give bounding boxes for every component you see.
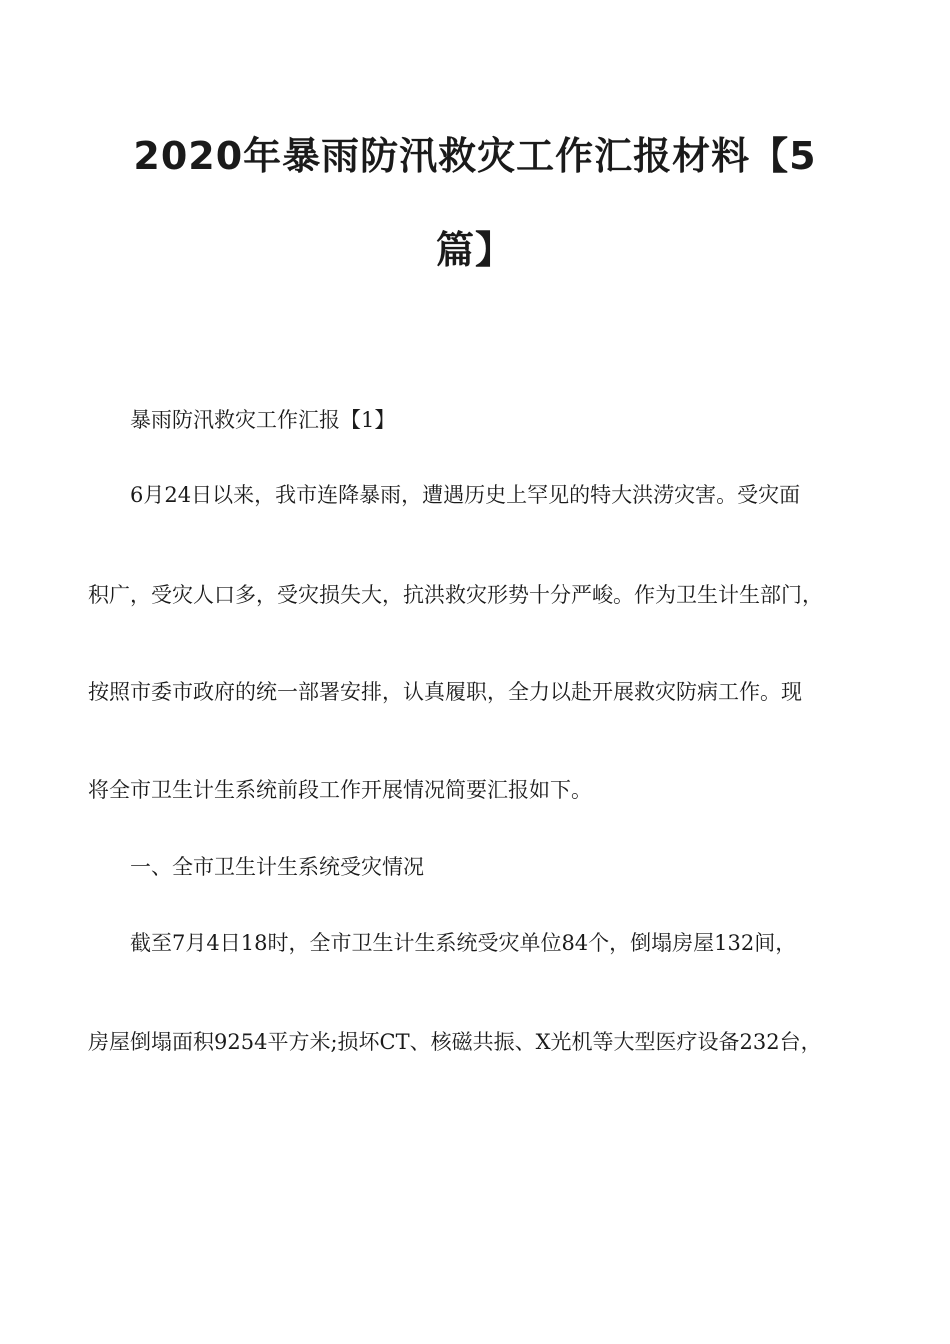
document-title-line-1: 2020年暴雨防汛救灾工作汇报材料【5: [133, 134, 817, 178]
subheading-1: 一、全市卫生计生系统受灾情况: [130, 855, 424, 879]
document-title-line-2: 篇】: [435, 228, 514, 272]
paragraph-2-line-1: 截至7月4日18时，全市卫生计生系统受灾单位84个，倒塌房屋132间，: [130, 931, 797, 955]
paragraph-1-line-3: 按照市委市政府的统一部署安排，认真履职，全力以赴开展救灾防病工作。现: [88, 680, 802, 704]
paragraph-1-line-2: 积广，受灾人口多，受灾损失大，抗洪救灾形势十分严峻。作为卫生计生部门，: [88, 583, 823, 607]
paragraph-1-line-1: 6月24日以来，我市连降暴雨，遭遇历史上罕见的特大洪涝灾害。受灾面: [130, 483, 801, 507]
section-heading: 暴雨防汛救灾工作汇报【1】: [130, 408, 396, 432]
paragraph-2-line-2: 房屋倒塌面积9254平方米;损坏CT、核磁共振、X光机等大型医疗设备232台，: [88, 1030, 822, 1054]
paragraph-1-line-4: 将全市卫生计生系统前段工作开展情况简要汇报如下。: [88, 778, 592, 802]
